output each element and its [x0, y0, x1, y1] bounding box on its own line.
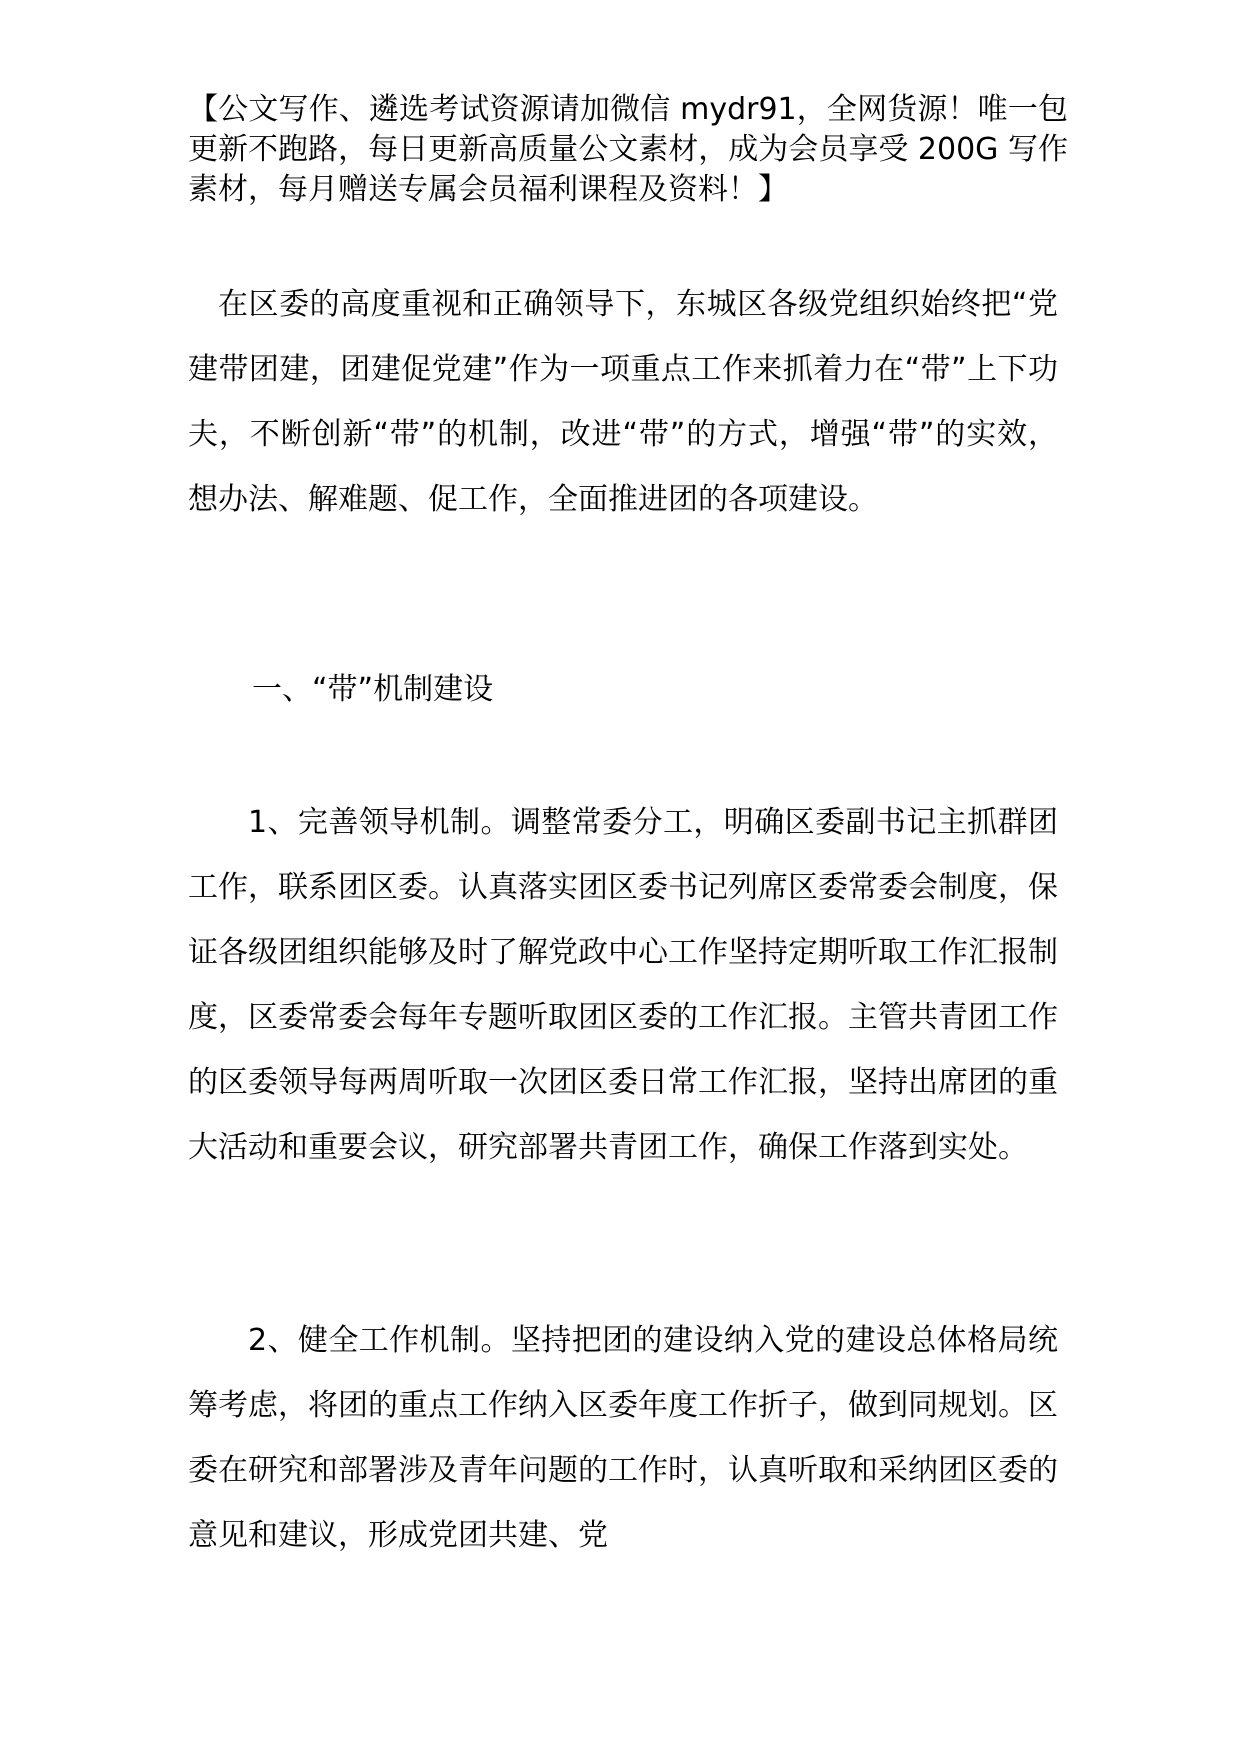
body-paragraph-1: 1、完善领导机制。调整常委分工，明确区委副书记主抓群团工作，联系团区委。认真落实团区委书记列席区委常委会制度，保证各级团组织能够及时了解党政中心工作坚持定期听取工作汇报制度，区委常委会每年专题听取团区委的工作汇报。主管共青团工作的区委领导每两周听取一次团区委日常工作汇报，坚持出席团的重大活动和重要会议，研究部署共青团工作，确保工作落到实处。 — [188, 805, 1058, 1165]
section-heading: 一、“带”机制建设 — [252, 672, 494, 707]
resource-notice: 【公文写作、遴选考试资源请加微信 mydr91，全网货源！唯一包更新不跑路，每日更新高质量公文素材，成为会员享受 200G 写作素材，每月赠送专属会员福利课程及资料！】 — [188, 92, 1068, 207]
body-paragraph-2: 2、健全工作机制。坚持把团的建设纳入党的建设总体格局统筹考虑，将团的重点工作纳入区委年度工作折子，做到同规划。区委在研究和部署涉及青年问题的工作时，认真听取和采纳团区委的意见和建议，形成党团共建、党 — [188, 1323, 1058, 1553]
intro-paragraph: 在区委的高度重视和正确领导下，东城区各级党组织始终把“党建带团建，团建促党建”作为一项重点工作来抓着力在“带”上下功夫，不断创新“带”的机制，改进“带”的方式，增强“带”的实效，想办法、解难题、促工作，全面推进团的各项建设。 — [188, 287, 1058, 517]
